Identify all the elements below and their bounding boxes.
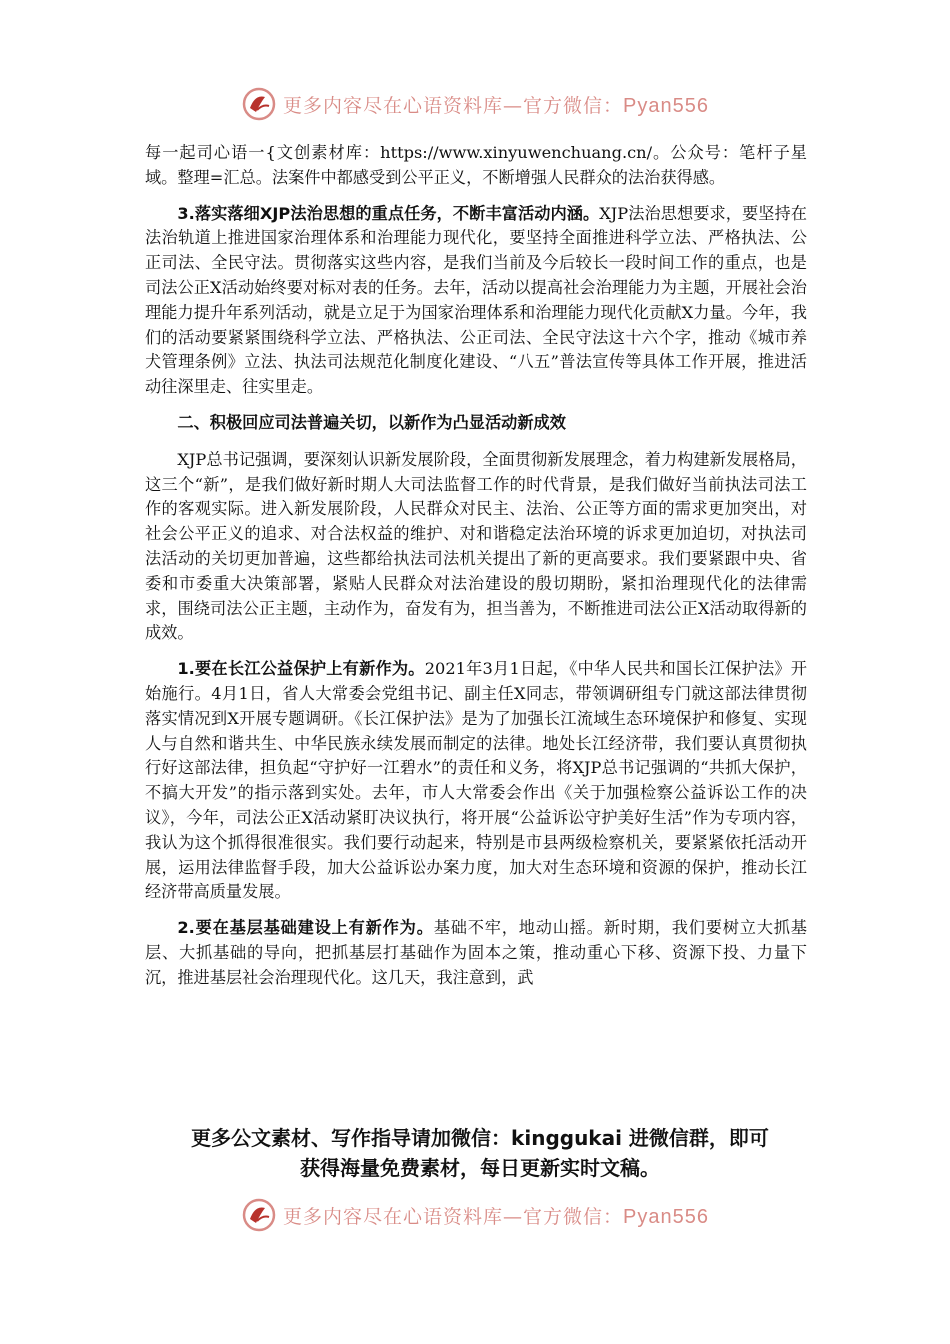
- promo-block: [140, 1123, 820, 1183]
- paragraph-2: XJP总书记强调，要深刻认识新发展阶段，全面贯彻新发展理念，着力构建新发展格局，这三个“新”，是我们做好新时期人大司法监督工作的时代背景，是我们做好当前执法司法工作的客观实际。进入新发展阶段，人民群众对民主、法治、公正等方面的需求更加突出，对社会公平正义的追求、对合法权益的维护、对和谐稳定法治环境的诉求更加迫切，对执法司法活动的关切更加普遍，这些都给执法司法机关提出了新的更高要求。我们要紧跟中央、省委和市委重大决策部署，紧贴人民群众对法治建设的殷切期盼，紧扣治理现代化的法律需求，围绕司法公正主题，主动作为，奋发有为，担当善为，不断推进司法公正X活动取得新的成效。: [145, 449, 807, 643]
- paragraph-4-lead: 2.要在基层基础建设上有新作为。: [177, 918, 434, 938]
- paragraph-1: [145, 202, 807, 400]
- header-banner: [0, 84, 950, 124]
- paragraph-3-lead: 1.要在长江公益保护上有新作为。: [177, 659, 425, 679]
- paragraph-4-text: 基础不牢，地动山摇。新时期，我们要树立大抓基层、大抓基础的导向，把抓基层打基础作为固本之策，推动重心下移、资源下投、力量下沉，推进基层社会治理现代化。这几天，我注意到，武: [145, 918, 807, 987]
- header-banner-text: 更多内容尽在心语资料库—官方微信：Pyan556: [283, 94, 709, 117]
- paragraph-4: [145, 916, 807, 990]
- paragraph-3-text: 2021年3月1日起，《中华人民共和国长江保护法》开始施行。4月1日，省人大常委会党组书记、副主任X同志，带领调研组专门就这部法律贯彻落实情况到X开展专题调研。《长江保护法》是为了加强长江流域生态环境保护和修复、实现人与自然和谐共生、中华民族永续发展而制定的法律。地处长江经济带，我们要认真贯彻执行好这部法律，担负起“守护好一江碧水”的责任和义务，将XJP总书记强调的“共抓大保护，不搞大开发”的指示落到实处。去年，市人大常委会作出《关于加强检察公益诉讼工作的决议》，今年，司法公正X活动紧盯决议执行，将开展“公益诉讼守护美好生活”作为专项内容，我认为这个抓得很准很实。我们要行动起来，特别是市县两级检察机关，要紧紧依托活动开展，运用法律监督手段，加大公益诉讼办案力度，加大对生态环境和资源的保护，推动长江经济带高质量发展。: [145, 659, 807, 902]
- promo-line-1: 更多公文素材、写作指导请加微信：kinggukai 进微信群，即可: [191, 1126, 769, 1150]
- paragraph-1-lead: 3.落实落细XJP法治思想的重点任务，不断丰富活动内涵。: [177, 203, 600, 223]
- section-heading-2: 二、积极回应司法普遍关切，以新作为凸显活动新成效: [177, 412, 566, 432]
- article-body: [145, 141, 807, 1002]
- footer-banner: [0, 1195, 950, 1235]
- paragraph-1-text: XJP法治思想要求，要坚持在法治轨道上推进国家治理体系和治理能力现代化，要坚持全面推进科学立法、严格执法、公正司法、全民守法。贯彻落实这些内容，是我们当前及今后较长一段时间工作的重点，也是司法公正X活动始终要对标对表的任务。去年，活动以提高社会治理能力为主题，开展社会治理能力提升年系列活动，就是立足于为国家治理体系和治理能力现代化贡献X力量。今年，我们的活动要紧紧围绕科学立法、严格执法、公正司法、全民守法这十六个字，推动《城市养犬管理条例》立法、执法司法规范化制度化建设、“八五”普法宣传等具体工作开展，推进活动往深里走、往实里走。: [145, 203, 807, 397]
- paragraph-0: 每一起司心语一{文创素材库：https://www.xinyuwenchuang.cn/。公众号：笔杆子星域。整理=汇总。法案件中都感受到公平正义，不断增强人民群众的法治获得感。: [145, 143, 807, 187]
- header-wechat-id: Pyan556: [623, 94, 709, 117]
- footer-wechat-id: Pyan556: [623, 1205, 709, 1228]
- brand-logo-icon: [241, 1197, 277, 1233]
- paragraph-3: [145, 657, 807, 905]
- promo-line-2: 获得海量免费素材，每日更新实时文稿。: [300, 1156, 660, 1180]
- footer-banner-text: 更多内容尽在心语资料库—官方微信：Pyan556: [283, 1205, 709, 1228]
- brand-logo-icon: [241, 86, 277, 122]
